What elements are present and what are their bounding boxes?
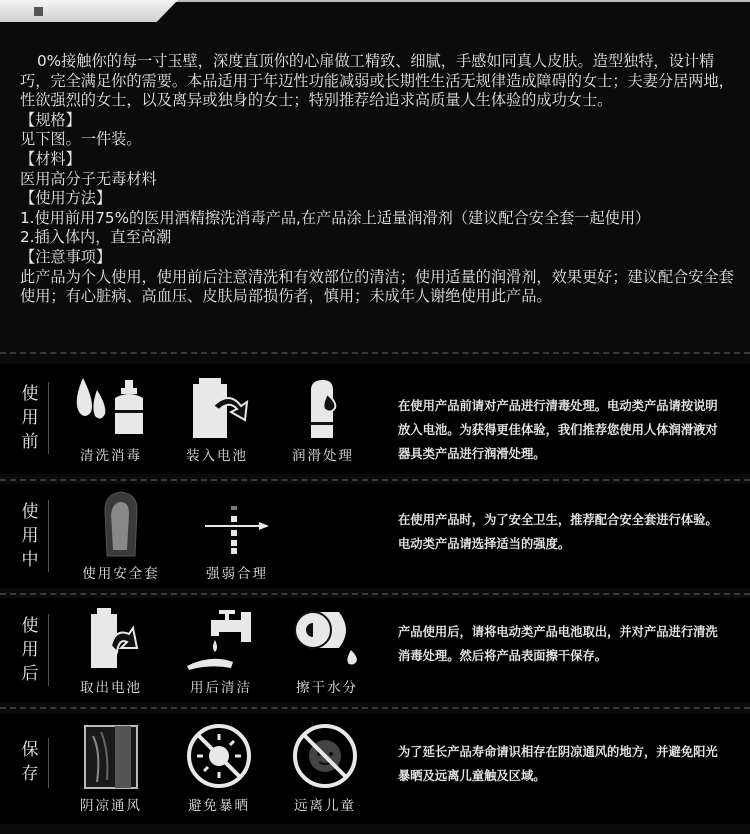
spec-text: 见下图。一件装。	[20, 130, 142, 149]
icon-caption: 使用安全套	[82, 566, 160, 582]
clean-disinfect-item	[66, 376, 156, 464]
label-char: 使	[21, 502, 39, 522]
section-divider	[0, 479, 750, 481]
label-char: 使	[21, 616, 39, 636]
top-divider-line	[150, 0, 750, 2]
intensity-slider-icon	[197, 490, 277, 558]
intensity-item	[192, 490, 282, 582]
dry-item	[282, 606, 372, 696]
no-sun-icon	[179, 722, 259, 790]
icon-caption: 用后清洁	[190, 680, 252, 696]
section-divider	[0, 593, 750, 595]
icon-caption: 清洗消毒	[80, 448, 142, 464]
label-char: 中	[21, 550, 39, 570]
condom-icon	[81, 490, 161, 558]
section-storage	[0, 714, 750, 824]
top-bar	[0, 0, 750, 22]
avoid-sun-item	[174, 722, 264, 814]
material-text: 医用高分子无毒材料	[20, 169, 157, 188]
icon-caption: 润滑处理	[292, 448, 354, 464]
keep-from-children-item	[280, 722, 370, 814]
icon-caption: 擦干水分	[296, 680, 358, 696]
icon-caption: 装入电池	[186, 448, 248, 464]
section-after-use	[0, 598, 750, 702]
section-divider	[0, 707, 750, 709]
section-divider	[0, 352, 750, 354]
lubricate-item	[278, 376, 368, 464]
storage-description: 为了延长产品寿命请识相存在阴凉通风的地方，并避免阳光暴晒及远离儿童触及区域。	[398, 745, 718, 783]
lubricant-bottle-icon	[283, 376, 363, 440]
section-during-use	[0, 484, 750, 588]
label-char: 保	[21, 740, 39, 760]
section-label-during	[12, 500, 49, 572]
icon-caption: 阴凉通风	[80, 798, 142, 814]
label-char: 用	[21, 526, 39, 546]
usage-step-2: 2.插入体内，直至高潮	[20, 228, 172, 247]
spec-heading: 【规格】	[20, 110, 81, 129]
icon-caption: 强弱合理	[206, 566, 268, 582]
header-tab	[0, 0, 178, 22]
clean-after-item	[176, 606, 266, 696]
cool-ventilated-item	[66, 722, 156, 814]
label-char: 使	[21, 384, 39, 404]
spray-bottle-icon	[71, 376, 151, 440]
section-label-after	[12, 614, 49, 686]
before-use-description: 在使用产品前请对产品进行清毒处理。电动类产品请按说明放入电池。为获得更佳体验，我们推荐您使用人体润滑液对器具类产品进行润滑处理。	[398, 399, 718, 461]
section-before-use	[0, 364, 750, 474]
use-condom-item	[76, 490, 166, 582]
ventilated-window-icon	[71, 722, 151, 790]
label-char: 存	[21, 764, 39, 784]
usage-step-1: 1.使用前用75%的医用酒精擦洗消毒产品,在产品涂上适量润滑剂（建议配合安全套一起使用）	[20, 208, 651, 227]
no-children-icon	[285, 722, 365, 790]
material-heading: 【材料】	[20, 149, 81, 168]
icon-caption: 取出电池	[80, 680, 142, 696]
usage-heading: 【使用方法】	[20, 189, 112, 208]
battery-remove-icon	[71, 606, 151, 672]
product-description	[20, 52, 740, 307]
label-char: 用	[21, 640, 39, 660]
notice-heading: 【注意事项】	[20, 247, 112, 266]
section-label-storage	[12, 738, 49, 788]
label-char: 用	[21, 408, 39, 428]
faucet-icon	[181, 606, 261, 672]
intro-paragraph: 0%接触你的每一寸玉壁，深度直顶你的心扉做工精致、细腻，手感如同真人皮肤。造型独特，设计精巧，完全满足你的需要。本品适用于年迈性功能减弱或长期性生活无规律造成障碍的女士；夫妻分居两地，性欲强烈的女士，以及离异或独身的女士；特别推荐给追求高质量人生体验的成功女士。	[20, 52, 734, 110]
icon-caption: 远离儿童	[294, 798, 356, 814]
remove-battery-item	[66, 606, 156, 696]
after-use-description: 产品使用后，请将电动类产品电池取出，并对产品进行清洗消毒处理。然后将产品表面擦干保存。	[398, 625, 718, 663]
battery-insert-icon	[177, 376, 257, 440]
icon-caption: 避免暴晒	[188, 798, 250, 814]
tab-square-icon	[34, 7, 43, 16]
label-char: 前	[21, 432, 39, 452]
section-label-before	[12, 382, 49, 454]
during-use-description: 在使用产品时，为了安全卫生，推荐配合安全套进行体验。电动类产品请选择适当的强度。	[398, 513, 718, 551]
tissue-roll-icon	[287, 606, 367, 672]
label-char: 后	[21, 664, 39, 684]
notice-text: 此产品为个人使用，使用前后注意清洗和有效部位的清洁；使用适量的润滑剂，效果更好；建议配合安全套使用；有心脏病、高血压、皮肤局部损伤者，慎用；未成年人谢绝使用此产品。	[20, 267, 734, 306]
insert-battery-item	[172, 376, 262, 464]
